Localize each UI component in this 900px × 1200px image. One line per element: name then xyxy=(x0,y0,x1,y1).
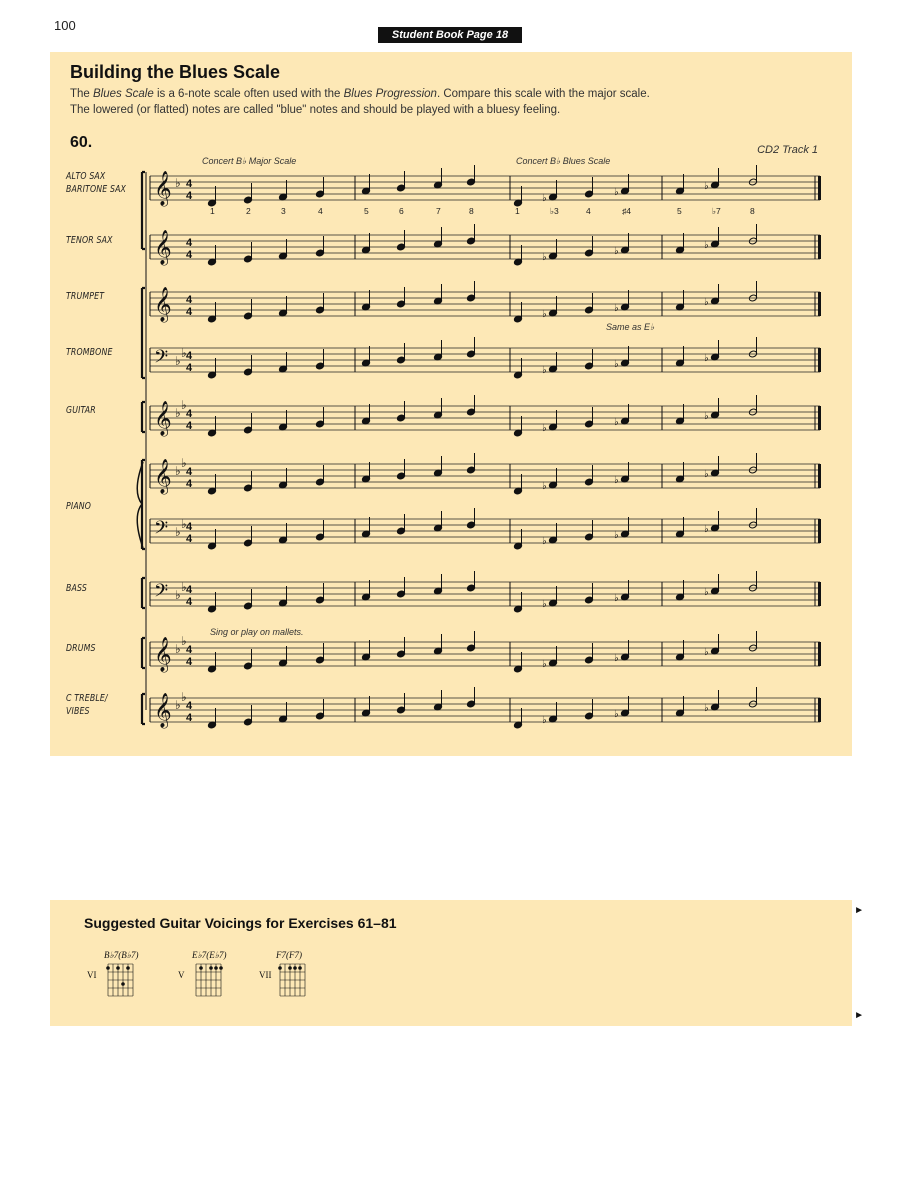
time-sig-top: 4 xyxy=(186,408,193,420)
treble-clef: 𝄞 xyxy=(154,287,172,322)
final-barline-thick xyxy=(818,698,821,722)
final-barline-thick xyxy=(818,176,821,200)
accidental: ♭ xyxy=(614,246,619,257)
final-barline-thick xyxy=(818,464,821,488)
chord-dot xyxy=(199,966,203,970)
treble-clef: 𝄞 xyxy=(154,693,172,728)
time-sig-bottom: 4 xyxy=(186,478,193,490)
accidental: ♭ xyxy=(542,599,547,610)
staff-bracket xyxy=(142,578,145,608)
guitar-voicings-title: Suggested Guitar Voicings for Exercises 61–81 xyxy=(84,915,397,931)
accidental: ♭ xyxy=(542,193,547,204)
scale-degree: 6 xyxy=(399,206,404,216)
chord-dot xyxy=(116,966,120,970)
accidental: ♭ xyxy=(704,587,709,598)
accidental: ♭ xyxy=(542,365,547,376)
bass-clef: 𝄢 xyxy=(154,518,169,543)
accidental: ♭ xyxy=(614,303,619,314)
treble-clef: 𝄞 xyxy=(154,401,172,436)
final-barline-thick xyxy=(818,519,821,543)
key-flat: ♭ xyxy=(175,406,181,420)
time-sig-top: 4 xyxy=(186,521,193,533)
scale-degree: 1 xyxy=(515,206,520,216)
section-title: Building the Blues Scale xyxy=(70,62,281,82)
accidental: ♭ xyxy=(704,524,709,535)
scale-degree: 8 xyxy=(469,206,474,216)
annotation-blues-scale: Concert B♭ Blues Scale xyxy=(516,156,611,166)
key-flat: ♭ xyxy=(175,176,181,190)
time-sig-top: 4 xyxy=(186,294,193,306)
accidental: ♭ xyxy=(704,703,709,714)
chord-dot xyxy=(121,982,125,986)
accidental: ♭ xyxy=(704,647,709,658)
time-sig-top: 4 xyxy=(186,700,193,712)
final-barline-thick xyxy=(818,642,821,666)
intro-segment: The xyxy=(70,88,94,100)
chord-name: B♭7(B♭7) xyxy=(104,950,139,960)
chord-dot xyxy=(288,966,292,970)
scale-degree: 4 xyxy=(586,206,591,216)
chord-dot xyxy=(219,966,223,970)
accidental: ♭ xyxy=(542,715,547,726)
scale-degree: 7 xyxy=(436,206,441,216)
instrument-label: TRUMPET xyxy=(66,291,105,302)
chord-fret-position: VII xyxy=(259,970,272,980)
final-barline-thick xyxy=(818,235,821,259)
scale-degree: 8 xyxy=(750,206,755,216)
chord-fret-position: V xyxy=(178,970,185,980)
time-sig-top: 4 xyxy=(186,178,193,190)
chord-name: E♭7(E♭7) xyxy=(192,950,227,960)
accidental: ♭ xyxy=(542,481,547,492)
instrument-label: TENOR SAX xyxy=(66,235,113,246)
scale-degree: ♭7 xyxy=(712,206,721,216)
final-barline-thick xyxy=(818,292,821,316)
scale-degree: 3 xyxy=(281,206,286,216)
chord-fret-position: VI xyxy=(87,970,97,980)
time-sig-top: 4 xyxy=(186,584,193,596)
chord-dot xyxy=(209,966,213,970)
key-flat: ♭ xyxy=(175,464,181,478)
intro-segment: Blues Progression xyxy=(343,88,437,100)
time-sig-top: 4 xyxy=(186,466,193,478)
chord-diagrams xyxy=(80,950,380,1020)
accidental: ♭ xyxy=(542,423,547,434)
cd-track: CD2 Track 1 xyxy=(757,144,818,156)
arrow-marker-top: ► xyxy=(854,905,864,916)
treble-clef: 𝄞 xyxy=(154,459,172,494)
final-barline-thick xyxy=(818,348,821,372)
scale-degree: ♭3 xyxy=(550,206,559,216)
instrument-label: PIANO xyxy=(66,501,92,512)
instrument-label: TROMBONE xyxy=(66,347,113,358)
intro-line-2: The lowered (or flatted) notes are called "blue" notes and should be played with a bluesy feeling. xyxy=(70,104,561,116)
chord-dot xyxy=(298,966,302,970)
accidental: ♭ xyxy=(614,530,619,541)
key-flat: ♭ xyxy=(181,346,187,360)
intro-segment: Blues Scale xyxy=(93,88,154,100)
key-flat: ♭ xyxy=(181,690,187,704)
scale-degree: 4 xyxy=(318,206,323,216)
treble-clef: 𝄞 xyxy=(154,230,172,265)
key-flat: ♭ xyxy=(181,456,187,470)
key-flat: ♭ xyxy=(181,398,187,412)
instrument-label: GUITAR xyxy=(66,405,96,416)
chord-dot xyxy=(293,966,297,970)
accidental: ♭ xyxy=(704,297,709,308)
instrument-label: DRUMS xyxy=(66,643,96,654)
accidental: ♭ xyxy=(542,659,547,670)
accidental: ♭ xyxy=(704,240,709,251)
guitar-voicings-panel xyxy=(50,900,852,1026)
time-sig-bottom: 4 xyxy=(186,656,193,668)
time-sig-top: 4 xyxy=(186,237,193,249)
key-flat: ♭ xyxy=(175,698,181,712)
scale-degree: 1 xyxy=(210,206,215,216)
student-book-banner: Student Book Page 18 xyxy=(378,27,522,43)
time-sig-bottom: 4 xyxy=(186,249,193,261)
accidental: ♭ xyxy=(614,653,619,664)
time-sig-top: 4 xyxy=(186,644,193,656)
time-sig-bottom: 4 xyxy=(186,596,193,608)
accidental: ♭ xyxy=(614,709,619,720)
annotation-drums: Sing or play on mallets. xyxy=(210,627,304,637)
bass-clef: 𝄢 xyxy=(154,581,169,606)
time-sig-bottom: 4 xyxy=(186,306,193,318)
treble-clef: 𝄞 xyxy=(154,637,172,672)
bass-clef: 𝄢 xyxy=(154,347,169,372)
accidental: ♭ xyxy=(614,475,619,486)
final-barline-thick xyxy=(818,406,821,430)
time-sig-bottom: 4 xyxy=(186,190,193,202)
staff-bracket xyxy=(142,288,145,378)
accidental: ♭ xyxy=(542,309,547,320)
exercise-number: 60. xyxy=(70,134,93,151)
key-flat: ♭ xyxy=(181,580,187,594)
key-flat: ♭ xyxy=(175,588,181,602)
accidental: ♭ xyxy=(704,411,709,422)
accidental: ♭ xyxy=(614,593,619,604)
accidental: ♭ xyxy=(614,359,619,370)
accidental: ♭ xyxy=(704,353,709,364)
intro-segment: is a 6-note scale often used with the xyxy=(153,88,344,100)
time-sig-top: 4 xyxy=(186,350,193,362)
blues-scale-panel xyxy=(50,52,852,756)
chord-dot xyxy=(126,966,130,970)
chord-dot xyxy=(214,966,218,970)
staff-bracket xyxy=(142,172,145,249)
instrument-label: BASS xyxy=(66,583,87,594)
chord-dot xyxy=(278,966,282,970)
time-sig-bottom: 4 xyxy=(186,533,193,545)
intro-segment: . Compare this scale with the major scale. xyxy=(436,88,650,100)
time-sig-bottom: 4 xyxy=(186,362,193,374)
instrument-label: ALTO SAX BARITONE SAX xyxy=(66,171,127,195)
accidental: ♭ xyxy=(542,252,547,263)
score-notation xyxy=(50,52,852,756)
accidental: ♭ xyxy=(614,187,619,198)
page-number: 100 xyxy=(54,18,76,33)
accidental: ♭ xyxy=(542,536,547,547)
chord-name: F7(F7) xyxy=(276,950,302,960)
key-flat: ♭ xyxy=(175,354,181,368)
treble-clef: 𝄞 xyxy=(154,171,172,206)
arrow-marker-bottom: ► xyxy=(854,1010,864,1021)
staff-bracket xyxy=(142,402,145,432)
scale-degree: 5 xyxy=(677,206,682,216)
scale-degree: 5 xyxy=(364,206,369,216)
annotation-same-as: Same as E♭ xyxy=(606,322,655,332)
time-sig-bottom: 4 xyxy=(186,712,193,724)
scale-degree: ♯4 xyxy=(622,206,631,216)
chord-dot xyxy=(106,966,110,970)
accidental: ♭ xyxy=(704,181,709,192)
key-flat: ♭ xyxy=(181,634,187,648)
final-barline-thick xyxy=(818,582,821,606)
time-sig-bottom: 4 xyxy=(186,420,193,432)
staff-bracket xyxy=(142,694,145,724)
instrument-label: C TREBLE/ VIBES xyxy=(66,693,108,717)
accidental: ♭ xyxy=(704,469,709,480)
scale-degree: 2 xyxy=(246,206,251,216)
accidental: ♭ xyxy=(614,417,619,428)
key-flat: ♭ xyxy=(175,642,181,656)
annotation-major-scale: Concert B♭ Major Scale xyxy=(202,156,297,166)
key-flat: ♭ xyxy=(181,517,187,531)
staff-bracket xyxy=(142,638,145,668)
key-flat: ♭ xyxy=(175,525,181,539)
